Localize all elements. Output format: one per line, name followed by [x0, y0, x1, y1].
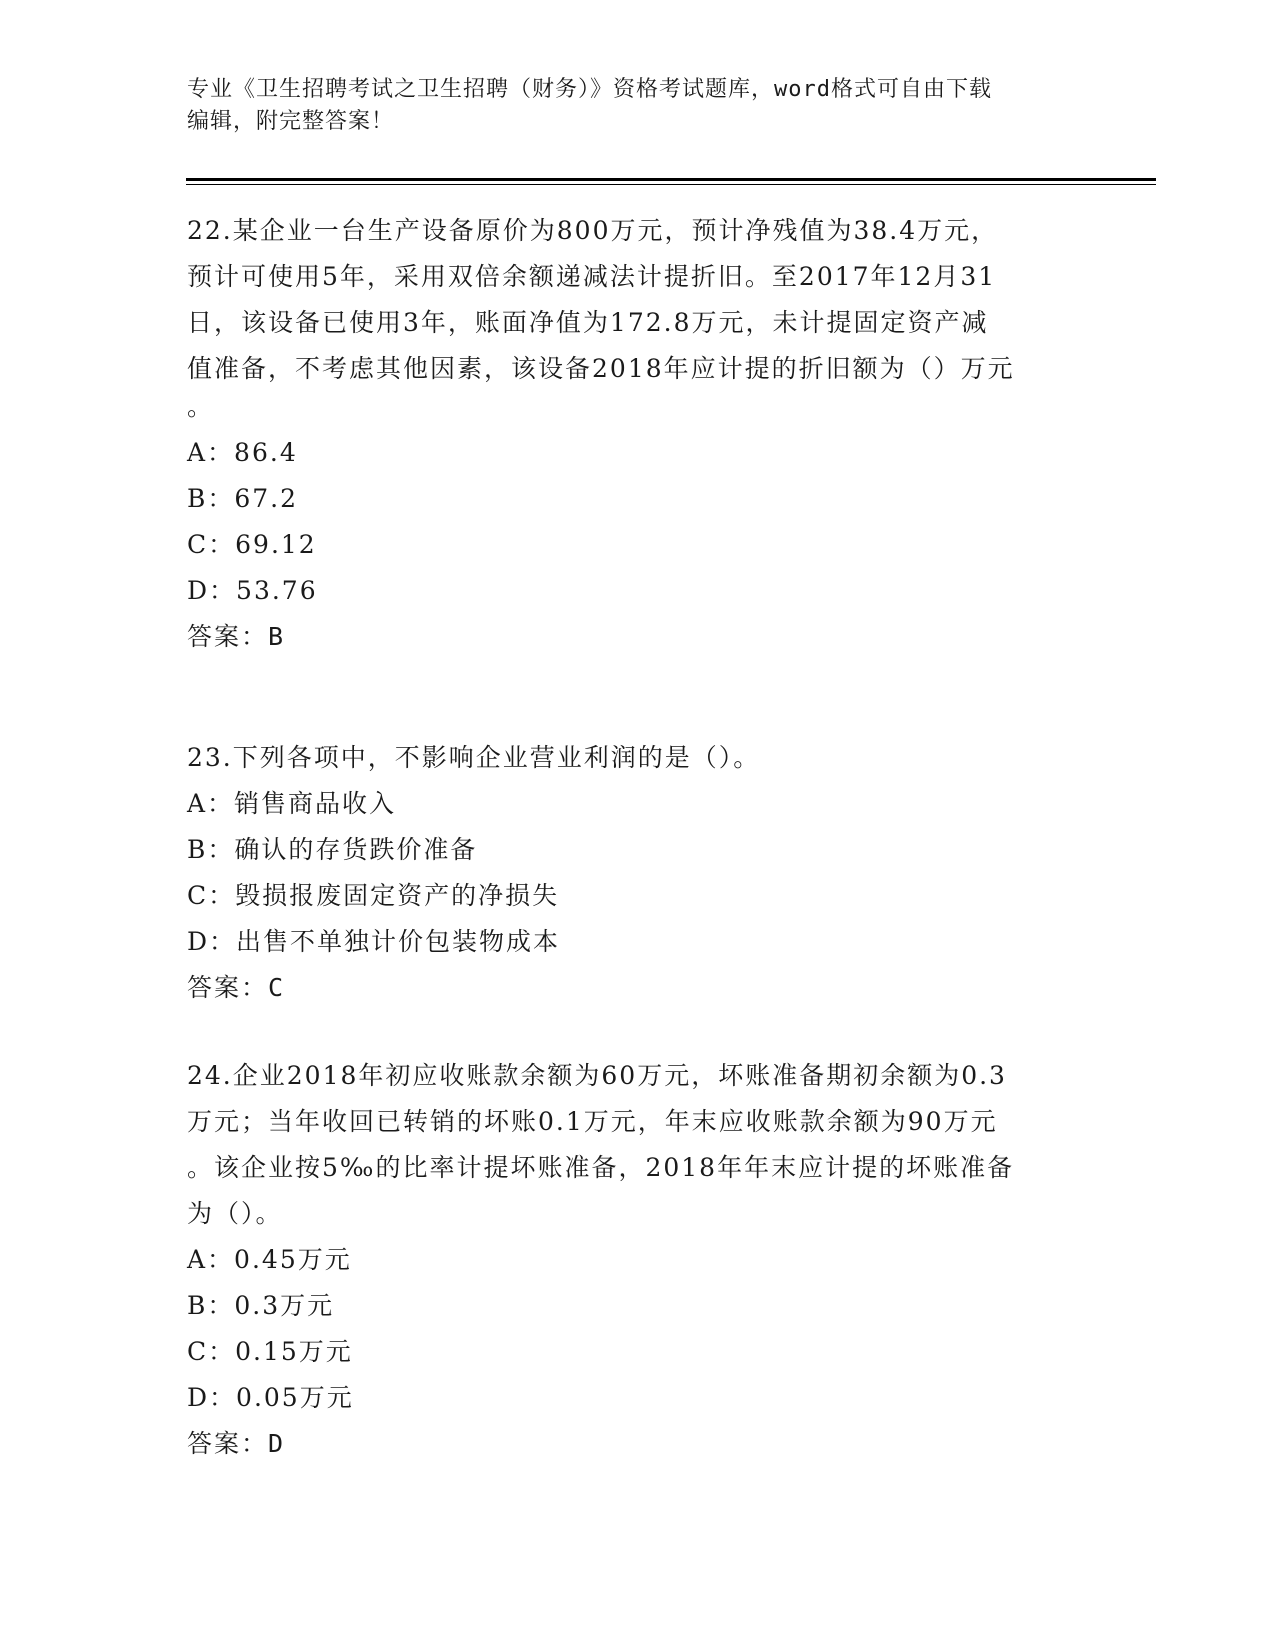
question-text-line: 24.企业2018年初应收账款余额为60万元，坏账准备期初余额为0.3: [187, 1061, 1007, 1090]
option-c: C：毁损报废固定资产的净损失: [187, 881, 560, 910]
option-b: B：确认的存货跌价准备: [187, 835, 478, 864]
question-text-line: 值准备，不考虑其他因素，该设备2018年应计提的折旧额为（）万元: [187, 354, 1015, 383]
header-divider-thick: [186, 178, 1156, 181]
question-text-line: 22.某企业一台生产设备原价为800万元，预计净残值为38.4万元，: [187, 216, 999, 245]
question-text-line: 23.下列各项中，不影响企业营业利润的是（）。: [187, 743, 761, 772]
answer-label: 答案：B: [187, 622, 286, 651]
question-text-line: 。该企业按5‰的比率计提坏账准备，2018年年末应计提的坏账准备: [187, 1153, 1015, 1182]
option-c: C：0.15万元: [187, 1337, 353, 1366]
question-24: [187, 1053, 1077, 1467]
option-a: A：销售商品收入: [187, 789, 397, 818]
option-d: D：出售不单独计价包装物成本: [187, 927, 561, 956]
answer-label: 答案：C: [187, 973, 286, 1002]
answer-label: 答案：D: [187, 1429, 286, 1458]
option-b: B：0.3万元: [187, 1291, 335, 1320]
option-d: D：0.05万元: [187, 1383, 354, 1412]
question-text-line: 万元；当年收回已转销的坏账0.1万元，年末应收账款余额为90万元: [187, 1107, 998, 1136]
question-text-line: 预计可使用5年，采用双倍余额递减法计提折旧。至2017年12月31: [187, 262, 997, 291]
header-line-1: 专业《卫生招聘考试之卫生招聘（财务）》资格考试题库，word格式可自由下载: [187, 77, 992, 102]
document-header: [187, 74, 1067, 138]
header-line-2: 编辑，附完整答案！: [187, 109, 395, 134]
option-c: C：69.12: [187, 530, 317, 559]
question-text-line: 。: [187, 392, 215, 421]
question-text-line: 为（）。: [187, 1199, 283, 1228]
option-a: A：0.45万元: [187, 1245, 352, 1274]
option-a: A：86.4: [187, 438, 298, 467]
question-text-line: 日，该设备已使用3年，账面净值为172.8万元，未计提固定资产减: [187, 308, 989, 337]
question-23: [187, 735, 1077, 1011]
option-d: D：53.76: [187, 576, 318, 605]
question-22: [187, 208, 1077, 660]
option-b: B：67.2: [187, 484, 299, 513]
header-divider-thin: [186, 184, 1156, 185]
